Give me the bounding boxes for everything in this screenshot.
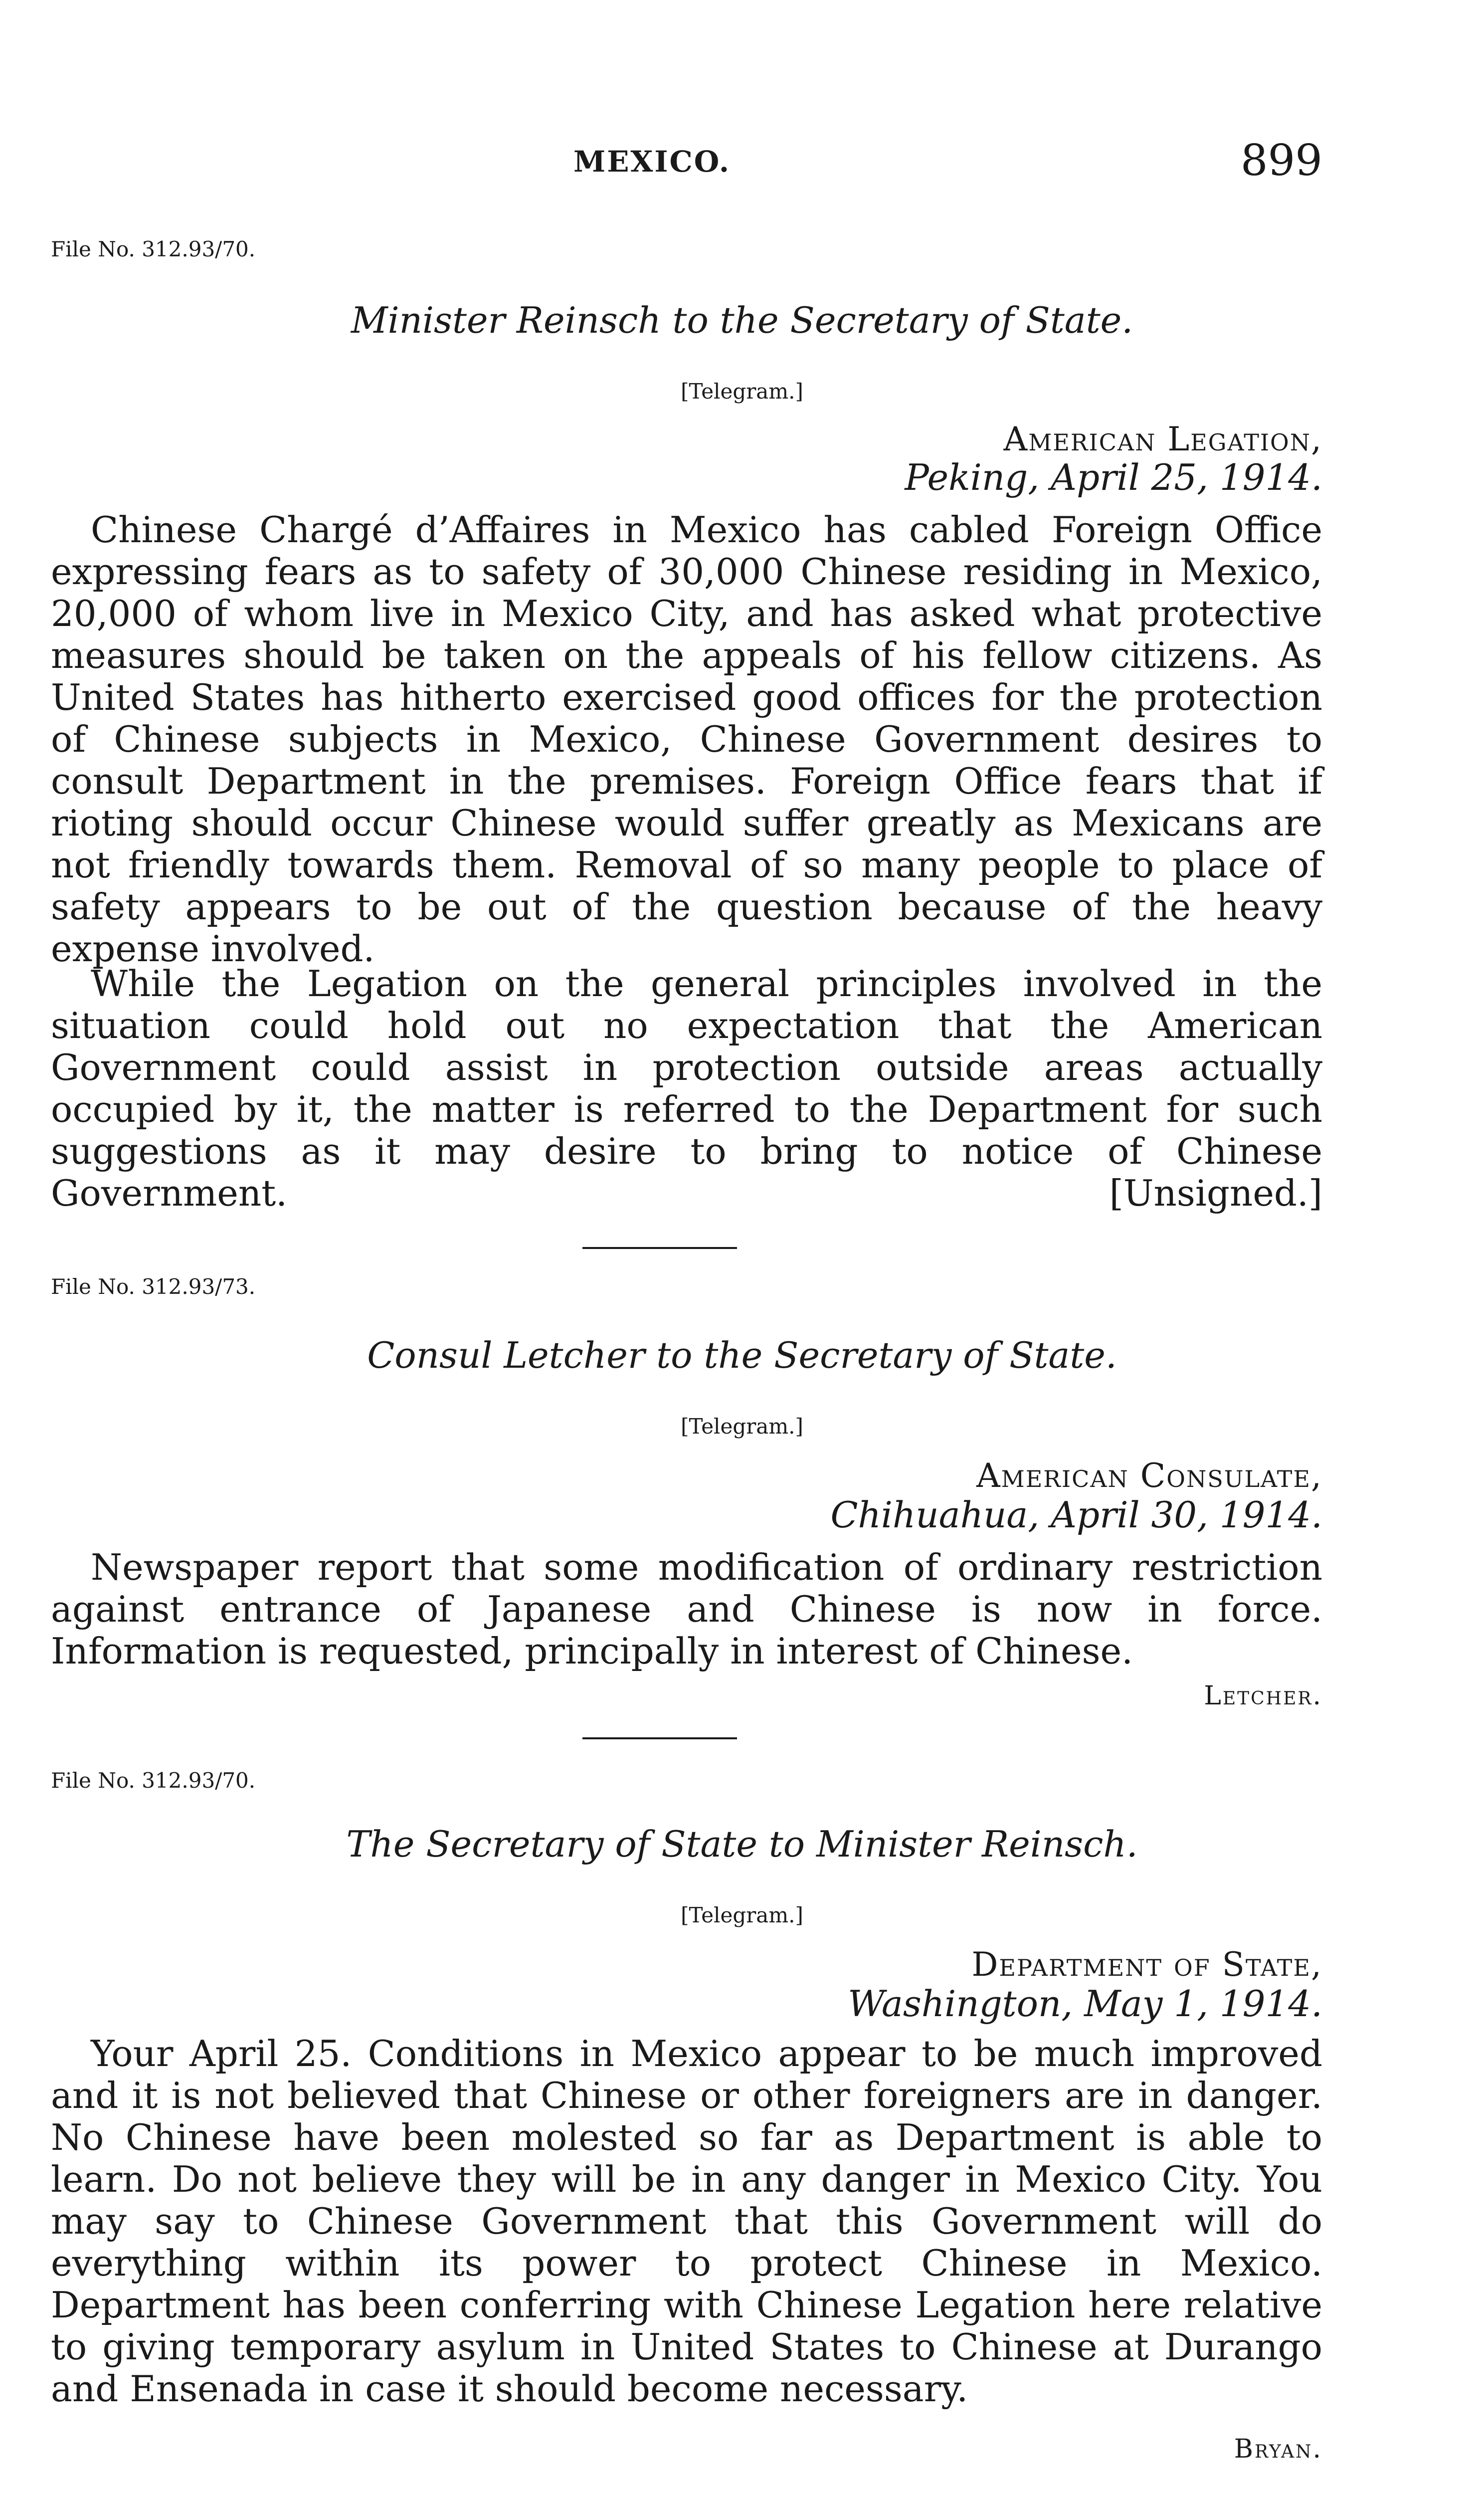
section-divider xyxy=(582,1247,737,1249)
signature: Bryan. xyxy=(1234,2434,1322,2464)
running-head: MEXICO. xyxy=(573,145,731,179)
file-number: File No. 312.93/70. xyxy=(51,237,256,261)
sender-place: Department of State, xyxy=(971,1945,1322,1984)
document-title: The Secretary of State to Minister Reinsch. xyxy=(346,1823,1138,1865)
dateline: Washington, May 1, 1914. xyxy=(848,1983,1322,2025)
document-title: Consul Letcher to the Secretary of State. xyxy=(367,1334,1117,1376)
sender-place: American Consulate, xyxy=(976,1456,1322,1495)
page-number: 899 xyxy=(1240,136,1322,186)
sender-place: American Legation, xyxy=(1003,420,1322,458)
signature: Letcher. xyxy=(1204,1681,1322,1711)
signature: [Unsigned.] xyxy=(1109,1172,1322,1214)
dateline: Chihuahua, April 30, 1914. xyxy=(830,1494,1322,1536)
file-number: File No. 312.93/73. xyxy=(51,1274,256,1299)
body-paragraph: Chinese Chargé d’Affaires in Mexico has cabled Foreign Office expressing fears as to safety of 30,000 Chinese residing in Mexico, 20,000 of whom live in Mexico City, and has asked what protective measures should be taken on the appeals of his fellow citizens. As United States has hitherto exercised good offices for the protection of Chinese subjects in Mexico, Chinese Government desires to consult Department in the premises. Foreign Office fears that if rioting should occur Chinese would suffer greatly as Mexicans are not friendly towards them. Removal of so many people to place of safety appears to be out of the question because of the heavy expense involved. xyxy=(51,509,1322,970)
telegram-label: [Telegram.] xyxy=(681,379,803,404)
body-paragraph: While the Legation on the general principles involved in the situation could hold out no expectation that the American Government could assist in protection outside areas actually occupied by it, the matter is referred to the Department for such suggestions as it may desire to bring to notice of Chinese Government. xyxy=(51,963,1322,1214)
document-title: Minister Reinsch to the Secretary of State. xyxy=(351,299,1133,341)
section-divider xyxy=(582,1737,737,1739)
telegram-label: [Telegram.] xyxy=(681,1414,803,1439)
dateline: Peking, April 25, 1914. xyxy=(905,456,1322,498)
file-number: File No. 312.93/70. xyxy=(51,1768,256,1793)
body-paragraph: Newspaper report that some modification of ordinary restriction against entrance of Japanese and Chinese is now in force. Information is requested, principally in interest of Chinese. xyxy=(51,1546,1322,1672)
telegram-label: [Telegram.] xyxy=(681,1903,803,1927)
body-paragraph: Your April 25. Conditions in Mexico appear to be much improved and it is not believed that Chinese or other foreigners are in danger. No Chinese have been molested so far as Department is able to learn. Do not believe they will be in any danger in Mexico City. You may say to Chinese Government that this Government will do everything within its power to protect Chinese in Mexico. Department has been conferring with Chinese Legation here relative to giving temporary asylum in United States to Chinese at Durango and Ensenada in case it should become necessary. xyxy=(51,2033,1322,2410)
